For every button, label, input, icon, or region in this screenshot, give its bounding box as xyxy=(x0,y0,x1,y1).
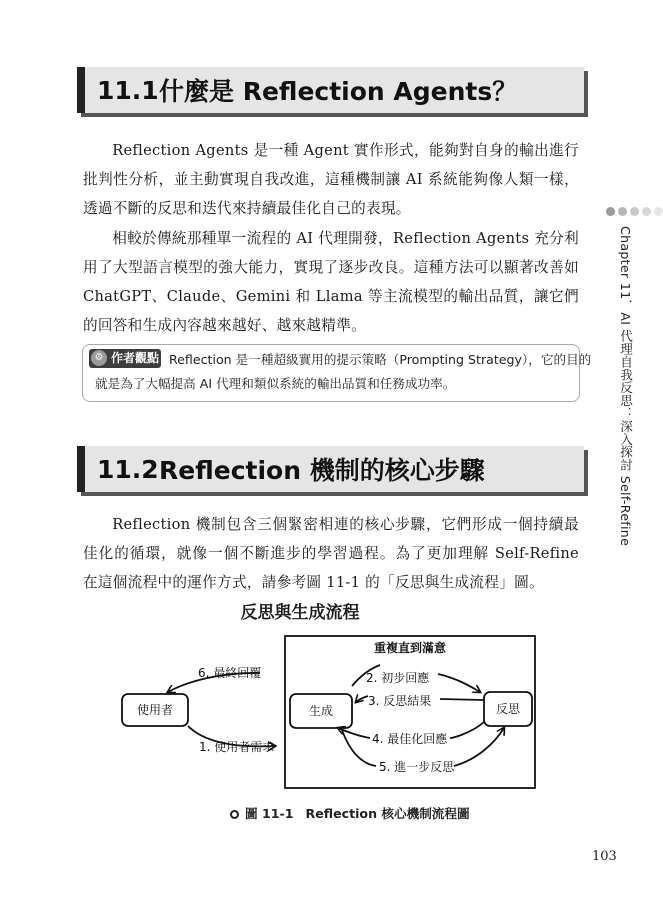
edge-label-3: 3. 反思結果 xyxy=(368,694,432,708)
reflection-flow-diagram xyxy=(100,630,540,795)
author-note-line-2: 就是為了大幅提高 AI 代理和類似系統的輸出品質和任務成功率。 xyxy=(95,376,456,391)
node-reflect xyxy=(484,692,532,726)
progress-dot xyxy=(618,207,627,216)
edge-optimized-response-a xyxy=(450,722,484,738)
figure-caption-text: Reflection 核心機制流程圖 xyxy=(305,806,470,821)
edge-label-6: 6. 最終回覆 xyxy=(198,666,262,680)
paragraph-comparison: 相較於傳統那種單一流程的 AI 代理開發，Reflection Agents 充分利用了大型語言模型的強大能力，實現了逐步改良。這種方法可以顯著改善如 ChatGPT、Claude、Gemini 和 Llama 等主流模型的輸出品質，讓它們的回答和生成內容越來越好、越來越精準。 xyxy=(83,230,579,334)
page-number: 103 xyxy=(592,849,617,864)
edge-label-2: 2. 初步回應 xyxy=(366,671,430,685)
figure-caption xyxy=(230,803,470,822)
edge-label-5: 5. 進一步反思 xyxy=(379,760,455,774)
edge-initial-response-b xyxy=(438,674,480,692)
node-user-label: 使用者 xyxy=(136,703,174,717)
section-heading-11-2 xyxy=(77,446,584,492)
edge-label-4: 4. 最佳化回應 xyxy=(372,732,448,746)
figure-title: 反思與生成流程 xyxy=(240,603,360,623)
figure-bullet-icon xyxy=(230,810,239,819)
node-generate-label: 生成 xyxy=(308,704,334,718)
chapter-progress-dots xyxy=(606,207,663,217)
progress-dot xyxy=(630,207,639,216)
author-note-line-1: Reflection 是一種超級實用的提示策略（Prompting Strategy），它的目的 xyxy=(169,352,592,367)
section-title: Reflection 機制的核心步驟 xyxy=(159,456,485,485)
section-heading-11-1 xyxy=(77,67,584,113)
edge-label-1: 1. 使用者需求 xyxy=(199,740,275,754)
section-title: 什麼是 Reflection Agents？ xyxy=(159,77,518,106)
figure-number: 圖 11-1 xyxy=(245,806,294,821)
chapter-side-title: Chapter 11．AI 代理自我反思：深入探討 Self-Refine xyxy=(618,226,633,547)
gear-icon: ⚙ xyxy=(91,350,107,366)
section-number: 11.2 xyxy=(97,454,159,484)
node-reflect-label: 反思 xyxy=(495,702,521,716)
edge-further-reflection-b xyxy=(454,728,504,766)
progress-dot xyxy=(642,207,651,216)
author-note-badge xyxy=(89,349,161,368)
author-note-box xyxy=(82,344,592,402)
progress-dot xyxy=(606,207,615,216)
paragraph-steps: Reflection 機制包含三個緊密相連的核心步驟，它們形成一個持續最佳化的循環，就像一個不斷進步的學習過程。為了更加理解 Self-Refine 在這個流程中的運作方式，請參考圖 11-1 的「反思與生成流程」圖。 xyxy=(83,516,579,591)
loop-label: 重複直到滿意 xyxy=(373,641,447,655)
edge-reflection-result-b xyxy=(440,699,484,700)
author-note-label: 作者觀點 xyxy=(111,351,160,365)
progress-dot xyxy=(654,207,663,216)
paragraph-intro: Reflection Agents 是一種 Agent 實作形式，能夠對自身的輸出進行批判性分析，並主動實現自我改進，這種機制讓 AI 系統能夠像人類一樣，透過不斷的反思和迭代來持續最佳化自己的表現。 xyxy=(83,142,579,217)
edge-reflection-result-a xyxy=(356,696,368,702)
node-generate xyxy=(290,694,352,728)
section-number: 11.1 xyxy=(97,75,159,105)
node-user xyxy=(122,694,188,726)
